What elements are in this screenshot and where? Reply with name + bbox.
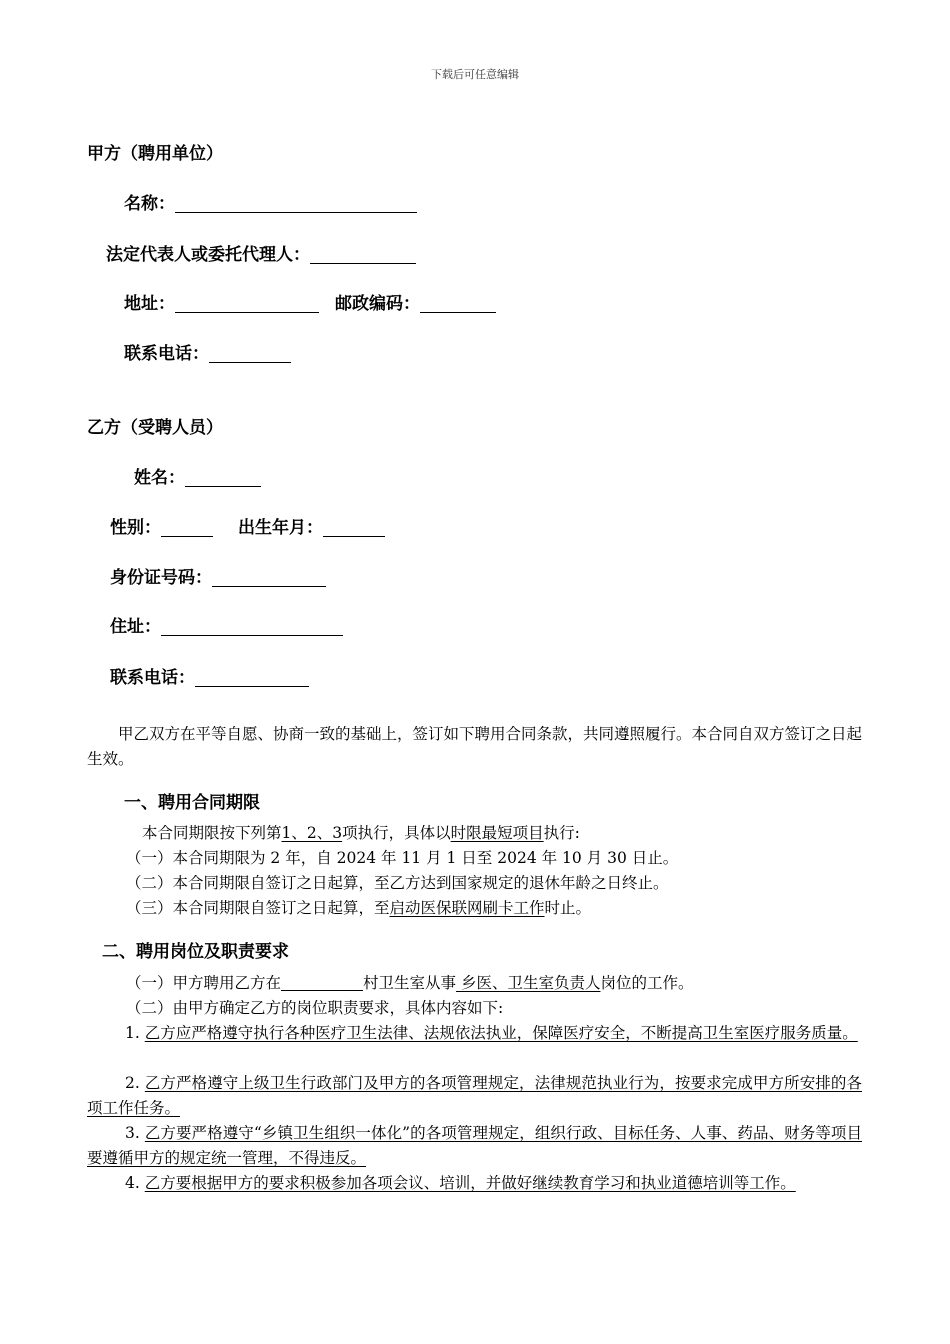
party-a-address-row <box>124 289 496 314</box>
duty-text: 乙方要根据甲方的要求积极参加各项会议、培训，并做好继续教育学习和执业道德培训等工作。 <box>144 1174 796 1192</box>
party-b-birth-blank[interactable] <box>323 518 385 537</box>
section1-item1: （一）本合同期限为 2 年，自 2024 年 11 月 1 日至 2024 年 10 月 30 日止。 <box>126 849 679 867</box>
party-b-heading: 乙方（受聘人员） <box>87 418 223 438</box>
party-b-id-blank[interactable] <box>212 568 326 587</box>
section1-item3 <box>126 896 591 920</box>
section1-lead-rule: 时限最短项目 <box>450 824 544 842</box>
party-a-heading: 甲方（聘用单位） <box>87 144 223 164</box>
duty-num: 4. <box>125 1174 140 1192</box>
party-b-residence-row <box>110 612 343 637</box>
party-a-phone-row <box>124 339 291 364</box>
party-b-id-label: 身份证号码： <box>110 568 212 588</box>
section1-item2: （二）本合同期限自签订之日起算，至乙方达到国家规定的退休年龄之日终止。 <box>126 874 669 892</box>
section1-lead-items: 1、2、3 <box>281 824 343 842</box>
duty-num: 2. <box>125 1074 140 1092</box>
duty-item <box>87 1071 862 1121</box>
section2-p1-post: 岗位的工作。 <box>600 974 694 992</box>
party-b-name-label: 姓名： <box>134 468 185 488</box>
section2-title: 二、聘用岗位及职责要求 <box>102 942 289 962</box>
party-b-residence-blank[interactable] <box>161 617 343 636</box>
section1-item3-post: 时止。 <box>544 899 592 917</box>
party-b-id-row <box>110 563 326 588</box>
section1-lead <box>142 821 580 845</box>
party-b-gender-blank[interactable] <box>161 518 213 537</box>
party-b-residence-label: 住址： <box>110 617 161 637</box>
party-a-name-label: 名称： <box>124 194 175 214</box>
village-blank[interactable] <box>281 973 363 991</box>
section1-lead-pre: 本合同期限按下列第 <box>142 824 282 842</box>
page-header: 下载后可任意编辑 <box>431 68 519 81</box>
duty-text: 乙方要严格遵守“乡镇卫生组织一体化”的各项管理规定，组织行政、目标任务、人事、药品、财务等项目要遵循甲方的规定统一管理，不得违反。 <box>87 1124 862 1167</box>
party-a-rep-blank[interactable] <box>310 245 416 264</box>
party-a-rep-label: 法定代表人或委托代理人： <box>106 245 310 265</box>
duty-num: 3. <box>125 1124 140 1142</box>
section1-lead-mid: 项执行，具体以 <box>342 824 451 842</box>
duty-text: 乙方严格遵守上级卫生行政部门及甲方的各项管理规定，法律规范执业行为，按要求完成甲方所安排的各项工作任务。 <box>87 1074 862 1117</box>
party-a-phone-blank[interactable] <box>209 344 291 363</box>
section1-item3-underlined: 启动医保联网刷卡工作 <box>389 899 545 917</box>
duty-item <box>87 1021 862 1046</box>
section2-p1-pre: （一）甲方聘用乙方在 <box>126 974 282 992</box>
party-b-gender-label: 性别： <box>110 518 161 538</box>
section2-p2: （二）由甲方确定乙方的岗位职责要求，具体内容如下: <box>126 999 504 1017</box>
party-b-name-row <box>134 463 261 488</box>
party-a-address-blank[interactable] <box>175 294 319 313</box>
section2-p1-role: 乡医、卫生室负责人 <box>456 974 601 992</box>
party-a-postcode-label: 邮政编码： <box>335 294 420 314</box>
duty-num: 1. <box>125 1024 140 1042</box>
section1-item3-pre: （三）本合同期限自签订之日起算，至 <box>126 899 390 917</box>
party-a-rep-row <box>106 240 416 265</box>
party-a-phone-label: 联系电话： <box>124 344 209 364</box>
party-b-gender-row <box>110 513 385 538</box>
party-a-name-row <box>124 189 417 214</box>
party-a-name-blank[interactable] <box>175 194 417 213</box>
party-b-phone-label: 联系电话： <box>110 668 195 688</box>
duty-text: 乙方应严格遵守执行各种医疗卫生法律、法规依法执业，保障医疗安全，不断提高卫生室医疗服务质量。 <box>144 1024 858 1042</box>
section2-p1 <box>126 971 693 995</box>
duty-item <box>87 1171 862 1196</box>
section2-p1-mid: 村卫生室从事 <box>363 974 457 992</box>
party-b-birth-label: 出生年月： <box>238 518 323 538</box>
intro-paragraph: 甲乙双方在平等自愿、协商一致的基础上，签订如下聘用合同条款，共同遵照履行。本合同自双方签订之日起生效。 <box>87 725 863 768</box>
party-b-phone-row <box>110 663 309 688</box>
party-a-address-label: 地址： <box>124 294 175 314</box>
duty-item <box>87 1121 862 1171</box>
party-b-name-blank[interactable] <box>185 468 261 487</box>
party-b-phone-blank[interactable] <box>195 668 309 687</box>
section1-title: 一、聘用合同期限 <box>124 793 260 813</box>
section1-lead-post: 执行: <box>543 824 580 842</box>
party-a-postcode-blank[interactable] <box>420 294 496 313</box>
